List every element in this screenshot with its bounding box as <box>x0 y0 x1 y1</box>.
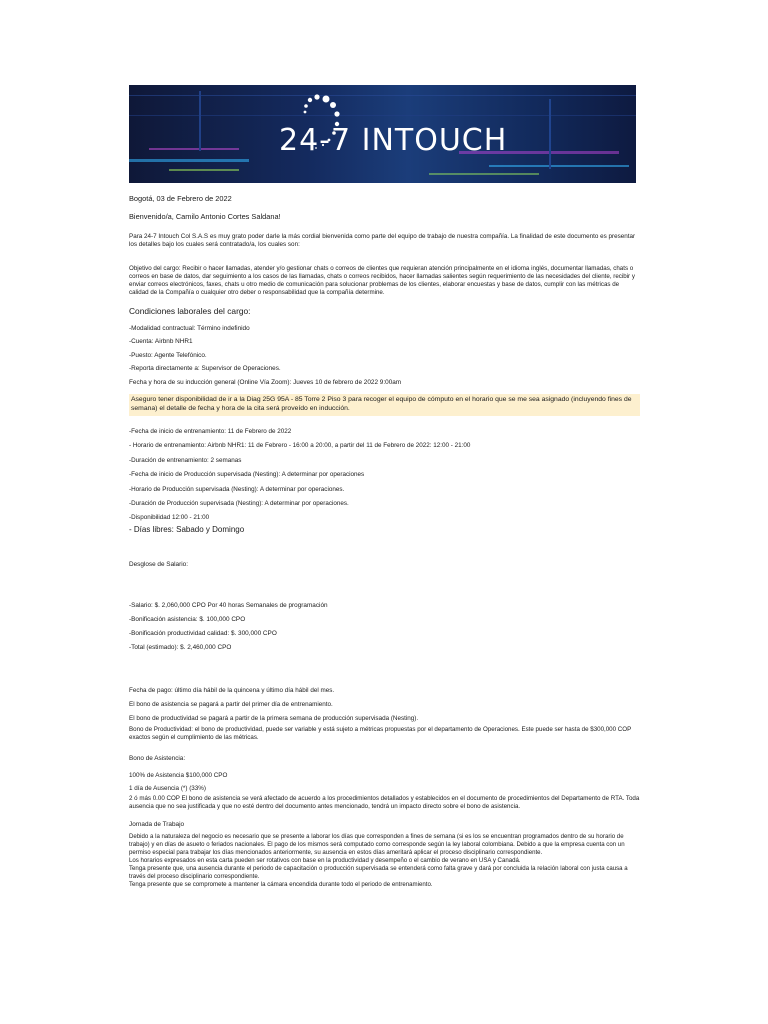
attendance-bonus-title: Bono de Asistencia: <box>129 754 186 762</box>
salary-list <box>129 599 640 655</box>
objective-paragraph: Objetivo del cargo: Recibir o hacer llamadas, atender y/o gestionar chats o correos de clientes que requieran atención principalmente en el idioma inglés, documentar llamadas, chats o correos en base de datos, dar seguimiento a los casos de las llamadas, chats o correos recibidos, hacer llamadas salientes según requerimiento de las necesidades del cliente, recibir y enviar correos electrónicos, faxes, chats u otro medio de comunicación para solucionar problemas de los clientes, elaborar encuestas y base de datos, cumplir con las métricas de calidad de la Compañía o cualquier otro deber o responsabilidad que la compañía determine. <box>129 265 635 296</box>
salary-total: -Total (estimado): $. 2,460,000 CPO <box>129 643 232 651</box>
payment-date: Fecha de pago: último día hábil de la quincena y último día hábil del mes. <box>129 686 335 694</box>
schedule-weekends-holidays: Debido a la naturaleza del negocio es necesario que se presente a laborar los días que corresponden a fines de semana (si es los se encuentran programados dentro de su horario de trabajo) y en días de asueto o feriados nacionales. El pago de los mismos será computado como corresponde según la ley laboral colombiana. Debido a que la empresa cuenta con un permiso especial para trabajar los días mencionados anteriormente, su ausencia en estos días ameritará aplicar el proceso disciplinario correspondiente. <box>129 832 625 856</box>
attendance-full: 100% de Asistencia $100,000 CPO <box>129 772 228 780</box>
availability: -Disponibilidad 12:00 - 21:00 <box>129 513 210 521</box>
nesting-start: -Fecha de inicio de Producción supervisada (Nesting): A determinar por operaciones <box>129 471 365 479</box>
productivity-bonus-detail: Bono de Productividad: el bono de productividad, puede ser variable y está sujeto a métricas propuestas por el departamento de Operaciones. Este puede ser hasta de $300,000 COP exactos según el cumplimiento de las métricas. <box>129 725 632 741</box>
company-banner <box>129 85 636 183</box>
conditions-item-account: -Cuenta: Airbnb NHR1 <box>129 338 193 346</box>
days-off: - Días libres: Sabado y Domingo <box>129 524 245 534</box>
equipment-pickup-notice <box>129 394 640 415</box>
letter-date: Bogotá, 03 de Febrero de 2022 <box>129 194 232 203</box>
attendance-bonus-start: El bono de asistencia se pagará a partir del primer día de entrenamiento. <box>129 700 333 708</box>
training-schedule: - Horario de entrenamiento: Airbnb NHR1: 11 de Febrero - 16:00 a 20:00, a partir del 11 de Febrero de 2022: 12:00 - 21:00 <box>129 442 471 450</box>
intro-paragraph: Para 24-7 Intouch Col S.A.S es muy grato poder darle la más cordial bienvenida como parte del equipo de trabajo de nuestra compañía. La finalidad de este documento es presentar los detalles bajo los cuales será contratado/a, los cuales son: <box>129 232 636 249</box>
conditions-title: Condiciones laborales del cargo: <box>129 305 251 316</box>
salary-base: -Salario: $. 2,060,000 CPO Por 40 horas Semanales de programación <box>129 601 328 609</box>
attendance-one-absence: 1 día de Ausencia (*) (33%) <box>129 785 207 793</box>
equipment-pickup-text: Aseguro tener disponibilidad de ir a la Diag 25G 95A - 85 Torre 2 Piso 3 para recoger el equipo de cómputo en el horario que se me sea asignado (incluyendo fines de semana) el detalle de fecha y hora de la cita será proveído en inducción. <box>131 396 632 412</box>
productivity-bonus-start: El bono de productividad se pagará a partir de la primera semana de producción supervisada (Nesting). <box>129 714 419 722</box>
attendance-bonus-list <box>129 769 640 811</box>
company-logo-text: 24-7 INTOUCH <box>279 123 508 158</box>
schedule-camera-requirement: Tenga presente que se compromete a mantener la cámara encendida durante todo el periodo de entrenamiento. <box>129 880 433 888</box>
schedule-rotation: Los horarios expresados en esta carta pueden ser rotativos con base en la productividad y desempeño o el cambio de verano en USA y Canadá. <box>129 856 521 864</box>
conditions-item-supervisor: -Reporta directamente a: Supervisor de Operaciones. <box>129 365 281 373</box>
training-start: -Fecha de inicio de entrenamiento: 11 de Febrero de 2022 <box>129 427 292 435</box>
offer-letter <box>129 85 640 889</box>
welcome-line: Bienvenido/a, Camilo Antonio Cortes Saldana! <box>129 212 281 222</box>
salary-attendance-bonus: -Bonificación asistencia: $. 100,000 CPO <box>129 615 246 623</box>
payment-terms <box>129 684 640 742</box>
attendance-two-or-more: 2 ó más 0.00 COP El bono de asistencia se verá afectado de acuerdo a los procedimientos detallados y establecidos en el documento de procedimientos del Departamento de RTA. Toda ausencia que no sea justificada y que no esté dentro del documento antes mencionado, tendrá un impacto directo sobre el bono de asistencia. <box>129 795 640 811</box>
work-schedule-text <box>129 833 640 889</box>
salary-title: Desglose de Salario: <box>129 560 188 568</box>
conditions-list <box>129 322 640 390</box>
nesting-schedule: -Horario de Producción supervisada (Nesting): A determinar por operaciones. <box>129 485 345 493</box>
work-schedule-title: Jornada de Trabajo <box>129 821 185 829</box>
training-list <box>129 425 640 524</box>
nesting-duration: -Duración de Producción supervisada (Nesting): A determinar por operaciones. <box>129 500 349 508</box>
training-duration: -Duración de entrenamiento: 2 semanas <box>129 456 242 464</box>
conditions-item-induction: Fecha y hora de su inducción general (Online Vía Zoom): Jueves 10 de febrero de 2022 9:00am <box>129 378 402 386</box>
conditions-item-position: -Puesto: Agente Telefónico. <box>129 351 207 359</box>
salary-productivity-bonus: -Bonificación productividad calidad: $. 300,000 CPO <box>129 629 277 637</box>
conditions-item-contract: -Modalidad contractual: Término indefinido <box>129 324 250 332</box>
schedule-absence-warning: Tenga presente que, una ausencia durante el periodo de capacitación o producción supervisada se entenderá como falta grave y dará por concluida la relación laboral con justa causa a través del proceso disciplinario correspondiente. <box>129 864 628 880</box>
